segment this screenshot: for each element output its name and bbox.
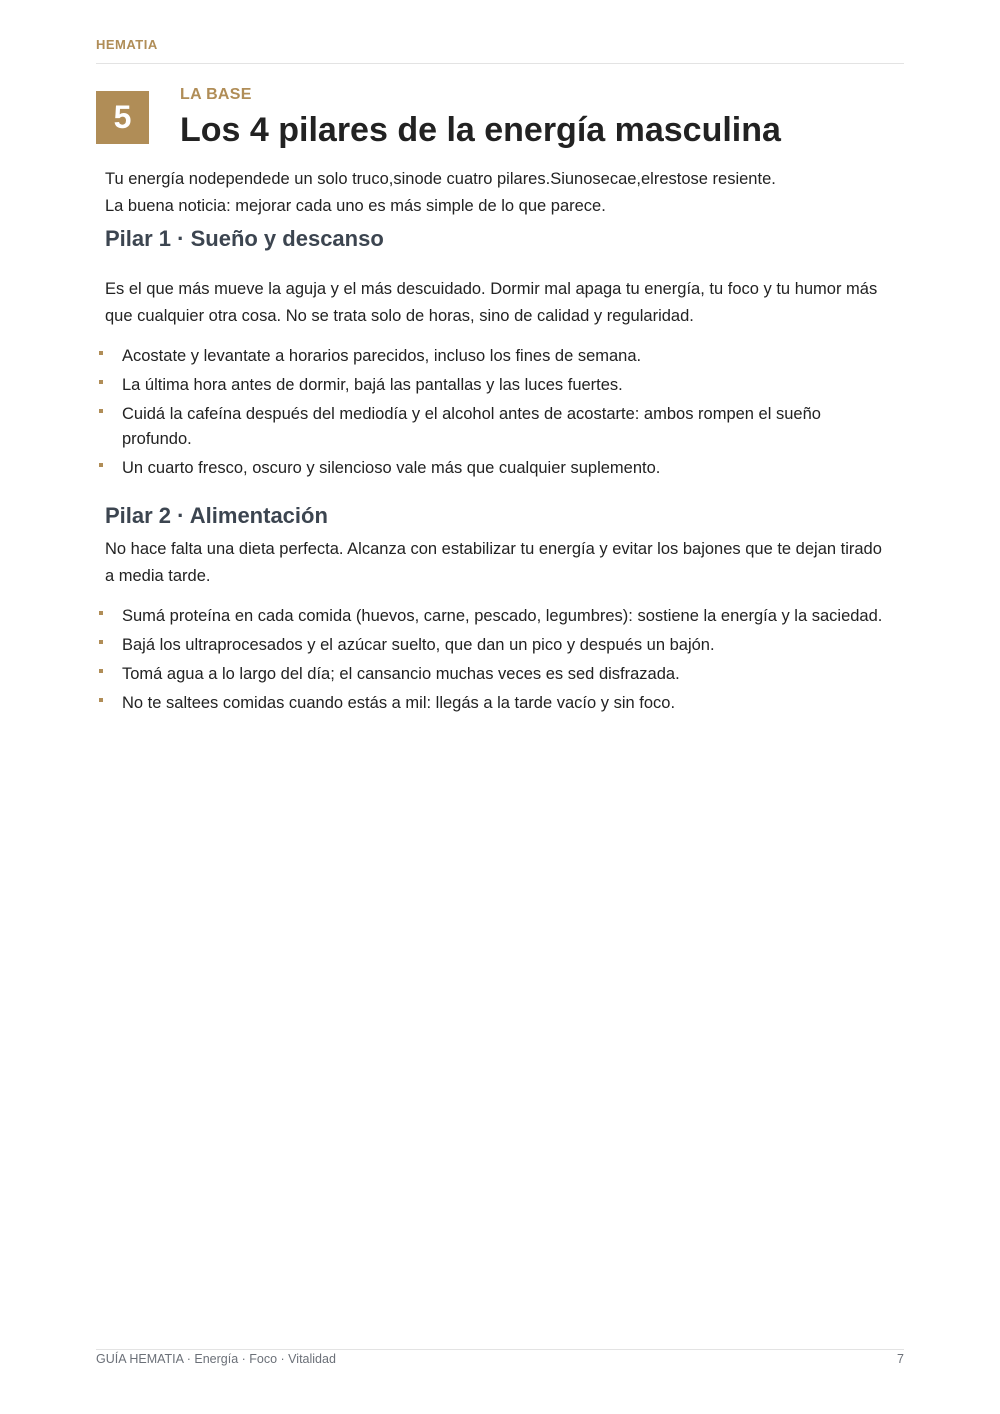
pillar-2-bullets	[105, 604, 895, 716]
list-item	[105, 691, 895, 716]
footer-text: GUÍA HEMATIA · Energía · Foco · Vitalidad	[96, 1352, 336, 1366]
intro-line: Tu energía nodependede un solo truco,sinode cuatro pilares.Siunosecae,elrestose resiente.	[105, 170, 776, 188]
list-item-text: No te saltees comidas cuando estás a mil: llegás a la tarde vacío y sin foco.	[122, 694, 676, 712]
list-item-text: La última hora antes de dormir, bajá las pantallas y las luces fuertes.	[122, 376, 623, 394]
pillar-2-text: No hace falta una dieta perfecta. Alcanza con estabilizar tu energía y evitar los bajones que te dejan tirado a media tarde.	[105, 540, 882, 585]
list-item	[105, 662, 895, 687]
pillar-1-heading: Pilar 1 · Sueño y descanso	[105, 226, 384, 251]
intro	[105, 166, 895, 220]
list-item	[105, 402, 895, 452]
bullet-square-icon	[99, 698, 103, 702]
bullet-square-icon	[99, 640, 103, 644]
header-brand: HEMATIA	[96, 37, 158, 52]
bullet-square-icon	[99, 351, 103, 355]
list-item	[105, 456, 895, 481]
list-item-text: Cuidá la cafeína después del mediodía y el alcohol antes de acostarte: ambos rompen el sueño profundo.	[122, 405, 821, 448]
list-item	[105, 633, 895, 658]
chapter-number-badge: 5	[96, 91, 149, 144]
bullet-square-icon	[99, 463, 103, 467]
list-item	[105, 344, 895, 369]
chapter-kicker: LA BASE	[180, 86, 252, 103]
list-item-text: Tomá agua a lo largo del día; el cansancio muchas veces es sed disfrazada.	[122, 665, 680, 683]
list-item-text: Sumá proteína en cada comida (huevos, carne, pescado, legumbres): sostiene la energía y la saciedad.	[122, 607, 883, 625]
pillar-1-bullets	[105, 344, 895, 481]
bullet-square-icon	[99, 669, 103, 673]
bullet-square-icon	[99, 409, 103, 413]
header-divider	[96, 63, 904, 64]
bullet-square-icon	[99, 380, 103, 384]
pillar-2-heading: Pilar 2 · Alimentación	[105, 503, 328, 528]
list-item-text: Acostate y levantate a horarios parecidos, incluso los fines de semana.	[122, 347, 642, 365]
page-content	[105, 166, 895, 720]
intro-line: La buena noticia: mejorar cada uno es más simple de lo que parece.	[105, 197, 606, 215]
pillar-1-text: Es el que más mueve la aguja y el más descuidado. Dormir mal apaga tu energía, tu foco y tu humor más que cualquier otra cosa. No se trata solo de horas, sino de calidad y regularidad.	[105, 280, 878, 325]
footer-divider	[96, 1349, 904, 1350]
list-item-text: Un cuarto fresco, oscuro y silencioso vale más que cualquier suplemento.	[122, 459, 661, 477]
list-item	[105, 373, 895, 398]
list-item-text: Bajá los ultraprocesados y el azúcar suelto, que dan un pico y después un bajón.	[122, 636, 715, 654]
list-item	[105, 604, 895, 629]
chapter-title: Los 4 pilares de la energía masculina	[180, 111, 781, 149]
page-number: 7	[897, 1352, 904, 1366]
bullet-square-icon	[99, 611, 103, 615]
